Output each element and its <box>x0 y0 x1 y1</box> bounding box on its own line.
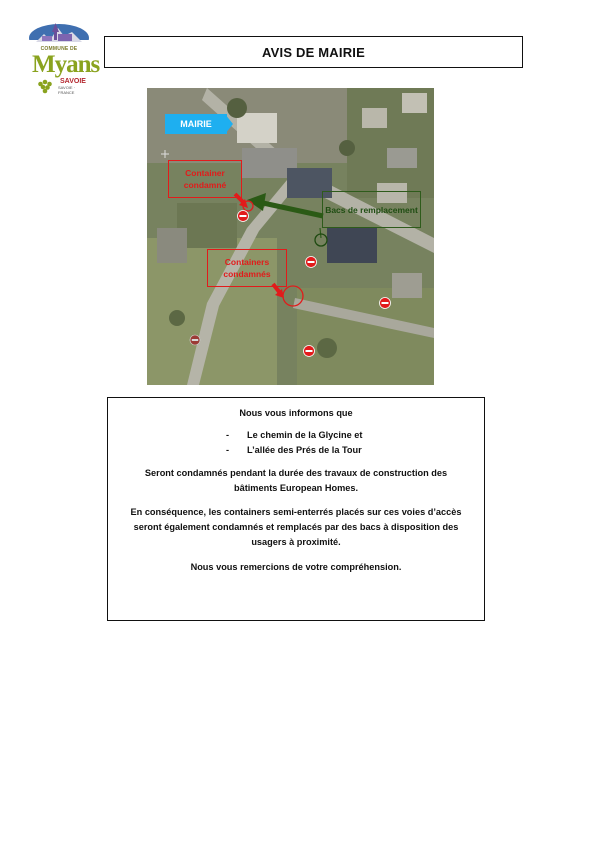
grape-icon <box>34 78 56 96</box>
notice-paragraph-3: Nous vous remercions de votre compréhension. <box>190 562 402 572</box>
no-entry-icon <box>380 298 391 309</box>
list-item-text: L’allée des Prés de la Tour <box>247 445 362 455</box>
notice-intro: Nous vous informons que <box>239 408 353 418</box>
logo-country: SAVOIE · FRANCE <box>58 85 76 95</box>
no-entry-icon <box>190 335 200 345</box>
green-arrow-icon <box>247 193 323 216</box>
map-annotations <box>147 88 434 385</box>
bullet-dash: - <box>226 430 230 440</box>
containers-condamnes-label: Containers condamnés <box>207 249 287 287</box>
condemned-container-marker-2 <box>283 286 303 306</box>
no-entry-icon <box>306 257 317 268</box>
logo-region: SAVOIE <box>60 78 86 85</box>
no-entry-icon <box>304 346 315 357</box>
title-box <box>104 36 523 68</box>
container-condamne-label: Container condamné <box>168 160 242 198</box>
no-entry-icon <box>238 211 249 222</box>
bullet-dash: - <box>226 445 230 455</box>
red-arrow-2-icon <box>273 284 284 298</box>
crosshair-icon <box>161 150 169 158</box>
bacs-remplacement-label: Bacs de remplacement <box>322 191 421 228</box>
myans-logo <box>28 22 100 98</box>
notice-paragraph-2: En conséquence, les containers semi-enterrés placés sur ces voies d’accès seront également condamnés et remplacés par des bacs à disposition des usagers à proximité. <box>130 507 462 547</box>
list-item-text: Le chemin de la Glycine et <box>247 430 363 440</box>
notice-box <box>107 397 485 621</box>
aerial-map <box>147 88 434 385</box>
notice-paragraph-1: Seront condamnés pendant la durée des travaux de construction des bâtiments European Homes. <box>144 468 448 493</box>
logo-name: Myans <box>32 51 100 78</box>
mairie-label: MAIRIE <box>165 114 227 134</box>
logo-commune-text: COMMUNE DE <box>40 46 78 52</box>
page-title: AVIS DE MAIRIE <box>262 44 365 60</box>
